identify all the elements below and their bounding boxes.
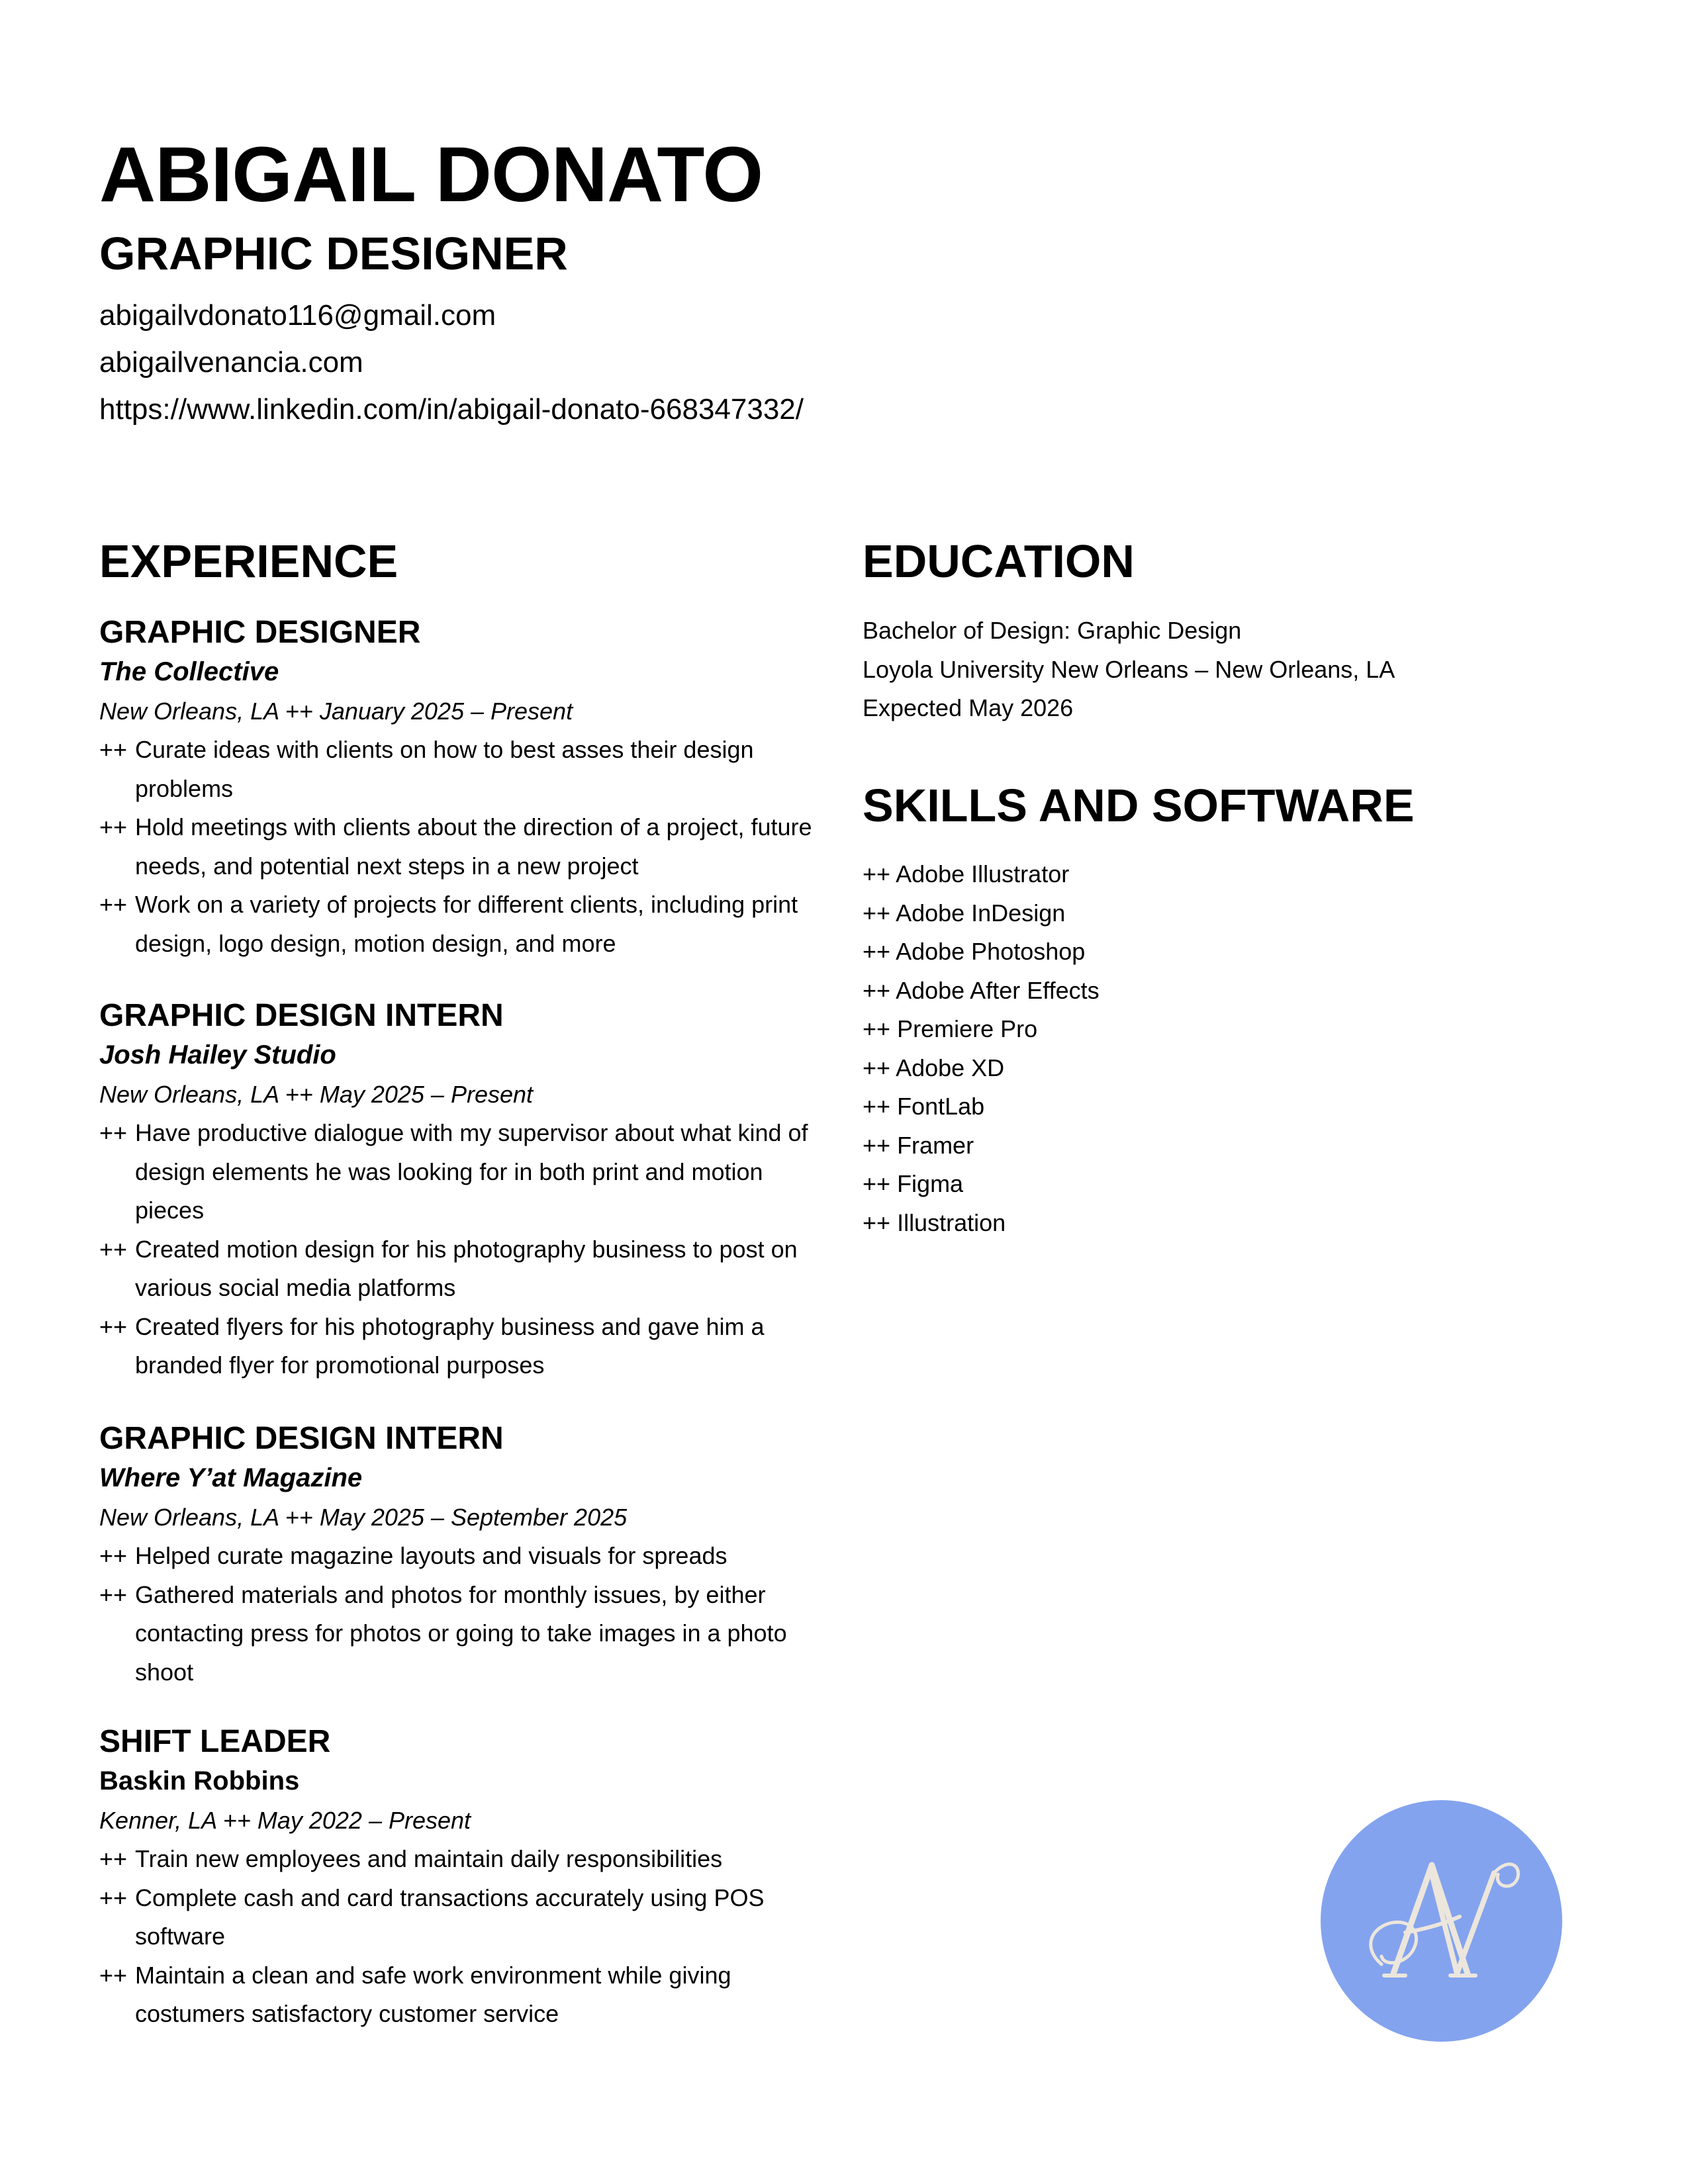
bullet-marker: ++ <box>863 1131 891 1159</box>
education-school: Loyola University New Orleans – New Orleans, LA <box>863 655 1395 683</box>
skill-text: Figma <box>897 1170 964 1197</box>
applicant-name: ABIGAIL DONATO <box>99 131 763 218</box>
job-title: GRAPHIC DESIGN INTERN <box>99 998 504 1033</box>
monogram-strokes <box>1371 1864 1519 1976</box>
bullet-marker: ++ <box>99 1312 128 1340</box>
job-bullet <box>99 1537 834 1576</box>
bullet-marker: ++ <box>99 1580 128 1608</box>
job-entry <box>99 613 834 963</box>
education-expected: Expected May 2026 <box>863 694 1074 721</box>
skill-item <box>863 894 1100 933</box>
email-text: abigailvdonato116@gmail.com <box>99 299 496 332</box>
skill-item <box>863 1010 1100 1049</box>
bullet-marker: ++ <box>99 1235 128 1263</box>
job-meta: Kenner, LA ++ May 2022 – Present <box>99 1807 471 1834</box>
website-text: abigailvenancia.com <box>99 346 363 379</box>
education-block <box>863 612 1395 728</box>
bullet-marker: ++ <box>863 1054 891 1081</box>
bullet-marker: ++ <box>863 1208 891 1236</box>
skill-text: Illustration <box>897 1208 1006 1236</box>
bullet-text: Gathered materials and photos for monthly issues, by either contacting press for photos or going to take images in a photo shoot <box>135 1580 787 1686</box>
bullet-text: Curate ideas with clients on how to best asses their design problems <box>135 736 754 802</box>
education-degree: Bachelor of Design: Graphic Design <box>863 617 1242 644</box>
skill-item <box>863 933 1100 972</box>
bullet-marker: ++ <box>99 1119 128 1146</box>
skill-item <box>863 1126 1100 1165</box>
bullet-marker: ++ <box>863 1015 891 1042</box>
skill-text: Framer <box>897 1131 974 1159</box>
bullet-text: Complete cash and card transactions accurately using POS software <box>135 1884 765 1950</box>
bullet-marker: ++ <box>99 1845 128 1872</box>
skill-text: Adobe XD <box>896 1054 1005 1081</box>
bullet-marker: ++ <box>99 1542 128 1569</box>
bullet-marker: ++ <box>99 1961 128 1989</box>
job-entry <box>99 1722 834 2034</box>
job-entry <box>99 996 834 1385</box>
skills-heading: SKILLS AND SOFTWARE <box>863 780 1415 831</box>
job-bullet <box>99 1576 834 1692</box>
skill-text: FontLab <box>897 1093 985 1120</box>
job-title: GRAPHIC DESIGN INTERN <box>99 1421 504 1456</box>
skill-item <box>863 1049 1100 1088</box>
skill-item <box>863 972 1100 1011</box>
job-company: Baskin Robbins <box>99 1766 300 1796</box>
job-title: GRAPHIC DESIGNER <box>99 615 421 650</box>
monogram-logo-graphic <box>1321 1800 1562 2042</box>
job-company: The Collective <box>99 657 279 686</box>
job-bullet <box>99 1114 834 1230</box>
bullet-text: Hold meetings with clients about the direction of a project, future needs, and potential next steps in a new project <box>135 813 812 880</box>
job-entry <box>99 1419 834 1692</box>
job-bullet <box>99 1879 834 1956</box>
skill-item <box>863 1204 1100 1243</box>
skill-text: Adobe Photoshop <box>896 938 1086 965</box>
job-title: SHIFT LEADER <box>99 1724 331 1759</box>
skill-item <box>863 855 1100 894</box>
linkedin-text: https://www.linkedin.com/in/abigail-donato-668347332/ <box>99 393 804 426</box>
job-bullet <box>99 731 834 808</box>
job-bullet <box>99 808 834 886</box>
bullet-marker: ++ <box>863 976 891 1004</box>
skill-item <box>863 1165 1100 1204</box>
bullet-marker: ++ <box>99 1884 128 1911</box>
bullet-marker: ++ <box>863 899 891 927</box>
job-company: Where Y’at Magazine <box>99 1463 363 1492</box>
job-bullet <box>99 1230 834 1308</box>
job-bullet <box>99 1956 834 2034</box>
skill-text: Premiere Pro <box>897 1015 1038 1042</box>
education-heading: EDUCATION <box>863 535 1135 587</box>
bullet-text: Have productive dialogue with my supervisor about what kind of design elements he was looking for in both print and motion pieces <box>135 1119 808 1224</box>
bullet-marker: ++ <box>863 938 891 965</box>
bullet-text: Work on a variety of projects for different clients, including print design, logo design, motion design, and more <box>135 891 798 957</box>
bullet-text: Maintain a clean and safe work environment while giving costumers satisfactory customer service <box>135 1961 731 2027</box>
bullet-marker: ++ <box>99 736 128 763</box>
job-bullet <box>99 886 834 963</box>
job-bullet <box>99 1308 834 1385</box>
bullet-marker: ++ <box>99 891 128 918</box>
bullet-marker: ++ <box>863 1170 891 1197</box>
bullet-text: Helped curate magazine layouts and visuals for spreads <box>135 1542 727 1569</box>
bullet-text: Created motion design for his photography business to post on various social media platforms <box>135 1235 798 1301</box>
job-company: Josh Hailey Studio <box>99 1040 336 1069</box>
skill-text: Adobe Illustrator <box>896 860 1070 887</box>
job-meta: New Orleans, LA ++ May 2025 – September 2025 <box>99 1504 628 1531</box>
skill-text: Adobe After Effects <box>896 976 1100 1004</box>
experience-heading: EXPERIENCE <box>99 535 399 587</box>
bullet-text: Train new employees and maintain daily responsibilities <box>135 1845 723 1872</box>
job-bullet <box>99 1840 834 1879</box>
skills-list <box>863 855 1100 1242</box>
job-meta: New Orleans, LA ++ May 2025 – Present <box>99 1081 534 1108</box>
skill-item <box>863 1087 1100 1126</box>
bullet-marker: ++ <box>863 1093 891 1120</box>
job-meta: New Orleans, LA ++ January 2025 – Present <box>99 698 573 725</box>
applicant-title: GRAPHIC DESIGNER <box>99 228 568 279</box>
bullet-marker: ++ <box>99 813 128 841</box>
bullet-marker: ++ <box>863 860 891 887</box>
bullet-text: Created flyers for his photography business and gave him a branded flyer for promotional purposes <box>135 1312 765 1379</box>
skill-text: Adobe InDesign <box>896 899 1066 927</box>
monogram-logo-icon <box>1321 1800 1562 2042</box>
